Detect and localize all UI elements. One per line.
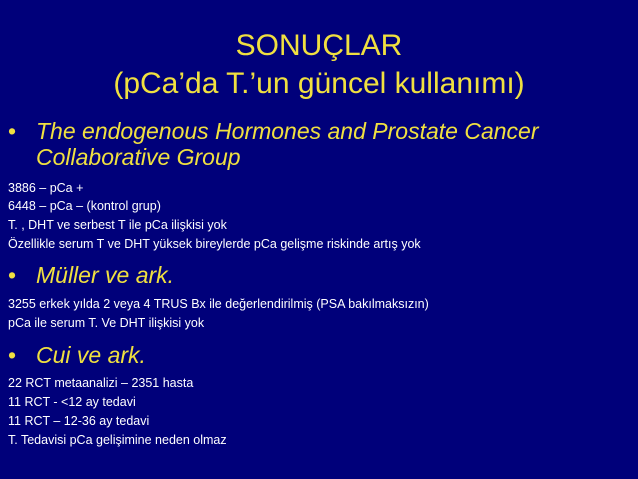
body-line: pCa ile serum T. Ve DHT ilişkisi yok [8,316,205,330]
section-heading-endogenous-hormones [8,118,608,170]
body-line: 22 RCT metaanalizi – 2351 hasta [8,376,194,390]
slide-title: SONUÇLAR [235,29,403,62]
body-line: 11 RCT – 12-36 ay tedavi [8,414,150,428]
body-line: T. , DHT ve serbest T ile pCa ilişkisi yok [8,218,227,232]
section-heading-line: The endogenous Hormones and Prostate Cancer [36,118,539,144]
body-line: 3886 – pCa + [8,181,84,195]
body-line: 11 RCT - <12 ay tedavi [8,395,136,409]
section-heading-cui [8,342,608,368]
body-line: 3255 erkek yılda 2 veya 4 TRUS Bx ile değerlendirilmiş (PSA bakılmaksızın) [8,297,429,311]
body-line: T. Tedavisi pCa gelişimine neden olmaz [8,433,227,447]
section-heading-line: Collaborative Group [36,144,241,170]
bullet-icon: • [8,118,17,144]
slide-subtitle: (pCa’da T.’un güncel kullanımı) [113,67,525,100]
section-heading-muller [8,262,608,288]
section-heading-line: Cui ve ark. [36,342,146,368]
bullet-icon: • [8,262,17,288]
body-line: Özellikle serum T ve DHT yüksek bireylerde pCa gelişme riskinde artış yok [8,237,421,251]
section-heading-line: Müller ve ark. [36,262,175,288]
bullet-icon: • [8,342,17,368]
body-line: 6448 – pCa – (kontrol grup) [8,199,161,213]
